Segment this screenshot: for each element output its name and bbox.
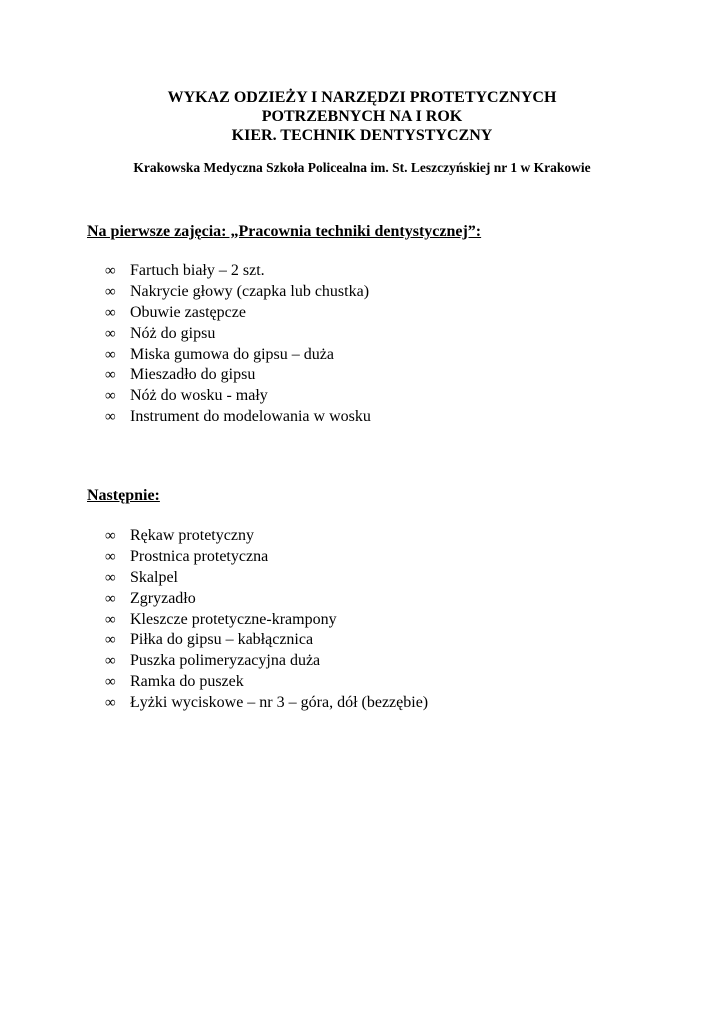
infinity-bullet-icon: ∞: [105, 653, 116, 670]
list-item: [105, 610, 428, 631]
infinity-bullet-icon: ∞: [105, 263, 116, 279]
list-item: [105, 303, 371, 324]
list-item: [105, 386, 371, 407]
infinity-bullet-icon: ∞: [105, 548, 116, 565]
list-item-text: Łyżki wyciskowe – nr 3 – góra, dół (bezzębie): [130, 694, 429, 712]
infinity-bullet-icon: ∞: [105, 590, 116, 607]
list-item-text: Nóż do wosku - mały: [130, 387, 268, 405]
section-heading-next: Następnie:: [87, 487, 160, 504]
list-item-text: Instrument do modelowania w wosku: [130, 408, 371, 426]
infinity-bullet-icon: ∞: [105, 388, 116, 405]
list-item-text: Prostnica protetyczna: [130, 547, 269, 565]
list-item: [105, 261, 371, 282]
infinity-bullet-icon: ∞: [105, 611, 116, 628]
list-item-text: Fartuch biały – 2 szt.: [130, 262, 265, 279]
list-item: [105, 365, 371, 386]
list-item-text: Kleszcze protetyczne-krampony: [130, 610, 337, 628]
list-item-text: Rękaw protetyczny: [130, 527, 254, 544]
list-item: [105, 547, 428, 568]
list-item: [105, 693, 428, 714]
list-item-text: Skalpel: [130, 568, 178, 586]
document-title: [0, 88, 724, 145]
list-item: [105, 589, 428, 610]
list-item-text: Piłka do gipsu – kabłącznica: [130, 631, 314, 649]
title-line: POTRZEBNYCH NA I ROK: [261, 108, 463, 125]
infinity-bullet-icon: ∞: [105, 304, 116, 321]
infinity-bullet-icon: ∞: [105, 632, 116, 649]
list-item-text: Miska gumowa do gipsu – duża: [130, 345, 334, 363]
infinity-bullet-icon: ∞: [105, 283, 116, 300]
list-item: [105, 345, 371, 366]
list-item-text: Nóż do gipsu: [130, 324, 216, 342]
list-item: [105, 407, 371, 428]
equipment-list-first-classes: [105, 261, 371, 428]
infinity-bullet-icon: ∞: [105, 695, 116, 712]
equipment-list-next: [105, 526, 428, 714]
infinity-bullet-icon: ∞: [105, 409, 116, 426]
list-item: [105, 568, 428, 589]
section-heading-first-classes: Na pierwsze zajęcia: „Pracownia techniki dentystycznej”:: [87, 223, 482, 240]
list-item-text: Nakrycie głowy (czapka lub chustka): [130, 282, 370, 300]
list-item: [105, 672, 428, 693]
list-item-text: Mieszadło do gipsu: [130, 366, 256, 384]
infinity-bullet-icon: ∞: [105, 346, 116, 363]
school-name: Krakowska Medyczna Szkoła Policealna im. St. Leszczyńskiej nr 1 w Krakowie: [133, 160, 591, 175]
list-item: [105, 526, 428, 547]
infinity-bullet-icon: ∞: [105, 325, 116, 342]
list-item: [105, 282, 371, 303]
list-item: [105, 324, 371, 345]
infinity-bullet-icon: ∞: [105, 367, 116, 384]
list-item: [105, 651, 428, 672]
list-item-text: Obuwie zastępcze: [130, 303, 246, 321]
list-item-text: Ramka do puszek: [130, 673, 244, 691]
list-item-text: Puszka polimeryzacyjna duża: [130, 652, 321, 670]
list-item-text: Zgryzadło: [130, 589, 196, 607]
list-item: [105, 630, 428, 651]
title-line: KIER. TECHNIK DENTYSTYCZNY: [231, 127, 493, 144]
infinity-bullet-icon: ∞: [105, 569, 116, 586]
infinity-bullet-icon: ∞: [105, 528, 116, 544]
infinity-bullet-icon: ∞: [105, 674, 116, 691]
title-line: WYKAZ ODZIEŻY I NARZĘDZI PROTETYCZNYCH: [167, 89, 557, 106]
